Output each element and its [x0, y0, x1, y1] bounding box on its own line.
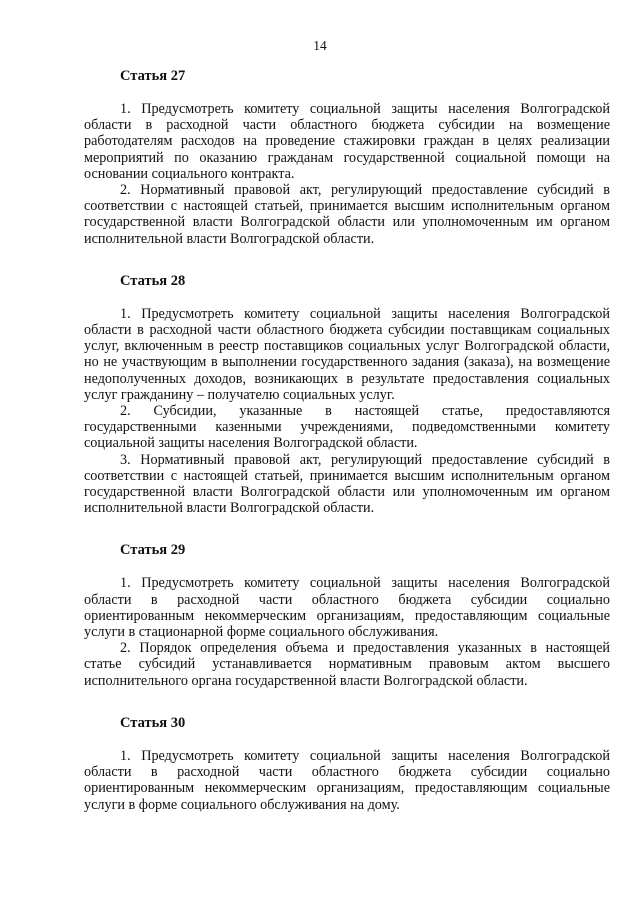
article-title: Статья 30	[120, 714, 186, 731]
article-paragraph: 1. Предусмотреть комитету социальной защиты населения Волгоградской области в расходной части областного бюджета субсидии социально ориентированным некоммерческим организациям, предоставляющим социальные услуги в форме социального обслуживания на дому.	[84, 747, 610, 813]
article-30	[84, 715, 610, 813]
article-28	[84, 273, 610, 517]
article-paragraph: 1. Предусмотреть комитету социальной защиты населения Волгоградской области в расходной части областного бюджета субсидии социально ориентированным некоммерческим организациям, предоставляющим социальные услуги в стационарной форме социального обслуживания.	[84, 575, 610, 641]
article-paragraph: 2. Порядок определения объема и предоставления указанных в настоящей статье субсидий устанавливается нормативным правовым актом высшего исполнительного органа государственной власти Волгоградской области.	[84, 640, 610, 689]
article-title: Статья 27	[120, 68, 186, 84]
article-title: Статья 28	[120, 272, 186, 289]
page-number: 14	[313, 38, 327, 53]
article-title: Статья 29	[120, 542, 186, 559]
article-27	[84, 68, 610, 247]
article-paragraph: 2. Нормативный правовой акт, регулирующий предоставление субсидий в соответствии с настоящей статьей, принимается высшим исполнительным органом государственной власти Волгоградской области или уполномоченным им органом исполнительной власти Волгоградской области.	[84, 182, 610, 247]
article-paragraph: 1. Предусмотреть комитету социальной защиты населения Волгоградской области в расходной части областного бюджета субсидии на возмещение работодателям расходов на проведение стажировки граждан в целях реализации мероприятий по оказанию гражданам государственной социальной помощи на основании социального контракта.	[84, 101, 610, 182]
article-paragraph: 1. Предусмотреть комитету социальной защиты населения Волгоградской области в расходной части областного бюджета субсидии поставщикам социальных услуг, включенным в реестр поставщиков социальных услуг Волгоградской области, но не участвующим в выполнении государственного задания (заказа), на возмещение недополученных доходов, возникающих в результате предоставления социальных услуг гражданину – получателю социальных услуг.	[84, 305, 610, 403]
article-paragraph: 3. Нормативный правовой акт, регулирующий предоставление субсидий в соответствии с настоящей статьей, принимается высшим исполнительным органом государственной власти Волгоградской области или уполномоченным им органом исполнительной власти Волгоградской области.	[84, 451, 610, 517]
document-body	[84, 68, 610, 813]
article-paragraph: 2. Субсидии, указанные в настоящей статье, предоставляются государственными казенными учреждениями, подведомственными комитету социальной защиты населения Волгоградской области.	[84, 403, 610, 452]
article-29	[84, 542, 610, 688]
